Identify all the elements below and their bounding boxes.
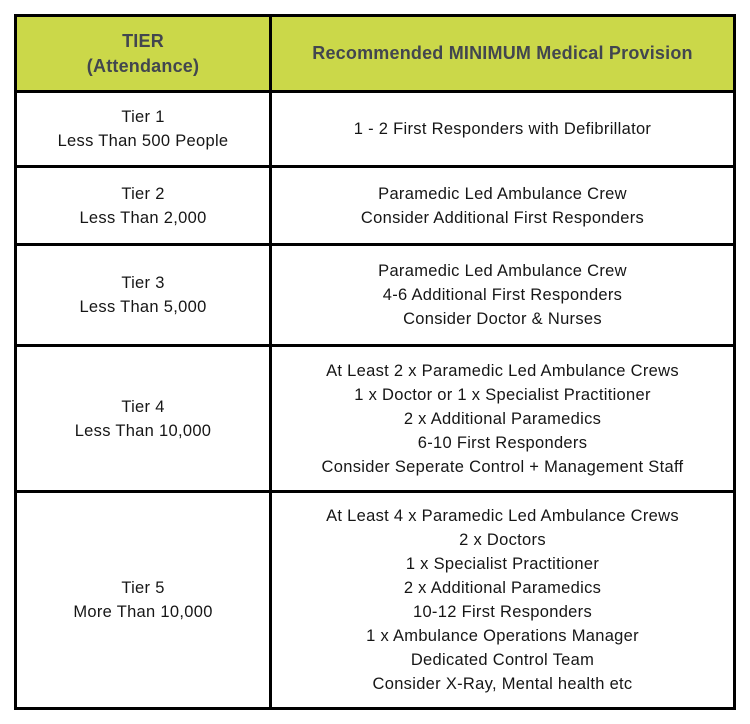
tier-name: Tier 2 <box>121 184 165 203</box>
provision-line: Paramedic Led Ambulance Crew <box>378 184 627 203</box>
tier-cell <box>16 491 271 708</box>
provision-cell <box>271 491 735 708</box>
provision-line: Consider Seperate Control + Management Staff <box>321 457 684 476</box>
tier-attendance: Less Than 10,000 <box>74 421 212 440</box>
provision-cell <box>271 346 735 492</box>
tier-attendance: Less Than 5,000 <box>79 297 207 316</box>
tier-attendance: Less Than 2,000 <box>79 208 207 227</box>
provision-line: 2 x Additional Paramedics <box>403 409 602 428</box>
provision-line: Paramedic Led Ambulance Crew <box>378 261 627 280</box>
table-row-tier5 <box>16 491 735 708</box>
table-row-tier1 <box>16 92 735 167</box>
header-cell-provision: Recommended MINIMUM Medical Provision <box>271 16 735 92</box>
tier-cell <box>16 244 271 345</box>
table-row-tier3 <box>16 244 735 345</box>
provision-line: 10-12 First Responders <box>412 602 592 621</box>
medical-provision-table <box>14 14 736 710</box>
tier-name: Tier 4 <box>121 397 165 416</box>
provision-cell <box>271 244 735 345</box>
tier-name: Tier 1 <box>121 108 165 127</box>
provision-line: Consider Additional First Responders <box>360 208 645 227</box>
provision-line: Dedicated Control Team <box>410 650 595 669</box>
tier-cell <box>16 92 271 167</box>
header-cell-tier <box>16 16 271 92</box>
header-row <box>16 16 735 92</box>
provision-line: 4-6 Additional First Responders <box>382 285 623 304</box>
provision-line: At Least 2 x Paramedic Led Ambulance Crews <box>326 361 679 380</box>
provision-line: 1 x Specialist Practitioner <box>405 554 600 573</box>
provision-line: 2 x Additional Paramedics <box>403 578 602 597</box>
provision-line: Consider Doctor & Nurses <box>403 309 602 328</box>
provision-line: 1 x Ambulance Operations Manager <box>366 626 639 645</box>
tier-name: Tier 3 <box>121 273 165 292</box>
provision-line: 1 x Doctor or 1 x Specialist Practitioner <box>354 385 651 404</box>
tier-cell <box>16 167 271 244</box>
tier-cell <box>16 346 271 492</box>
provision-line: 2 x Doctors <box>459 530 546 549</box>
tier-attendance: Less Than 500 People <box>57 132 229 151</box>
table-row-tier4 <box>16 346 735 492</box>
header-tier-title: TIER <box>122 30 164 51</box>
tier-name: Tier 5 <box>121 578 165 597</box>
header-tier-subtitle: (Attendance) <box>86 55 200 76</box>
provision-line: At Least 4 x Paramedic Led Ambulance Crews <box>326 506 679 525</box>
provision-line: 6-10 First Responders <box>417 433 588 452</box>
table-row-tier2 <box>16 167 735 244</box>
provision-line: Consider X-Ray, Mental health etc <box>372 674 633 693</box>
provision-cell <box>271 167 735 244</box>
provision-line: 1 - 2 First Responders with Defibrillator <box>353 120 652 139</box>
provision-cell <box>271 92 735 167</box>
tier-attendance: More Than 10,000 <box>73 602 213 621</box>
